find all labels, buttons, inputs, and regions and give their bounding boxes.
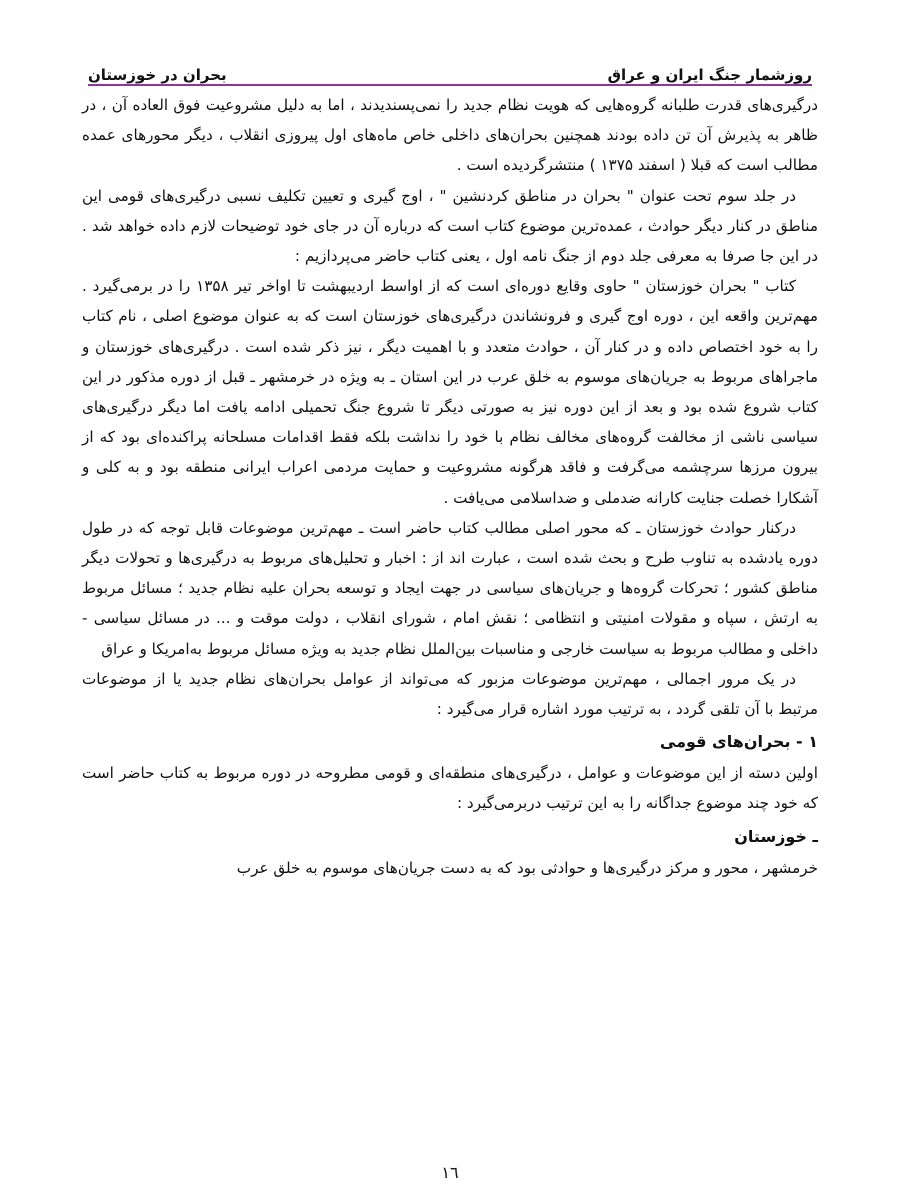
paragraph: درکنار حوادث خوزستان ـ که محور اصلی مطالب کتاب حاضر است ـ مهم‌ترین موضوعات قابل توجه که در طول دوره یادشده به تناوب طرح و بحث شده است ، عبارت اند از : اخبار و تحلیل‌های مربوط به درگیری‌ها و تحولات دیگر مناطق کشور ؛ تحرکات گروه‌ها و جریان‌های سیاسی در جهت ایجاد و توسعه بحران علیه نظام جدید ؛ مسائل مربوط به ارتش ، سپاه و مقولات امنیتی و انتظامی ؛ نقش امام ، شورای انقلاب ، دولت موقت و ... در مسائل سیاسی - داخلی و مطالب مربوط به سیاست خارجی و مناسبات بین‌الملل نظام جدید به ویژه مسائل مربوط به‌امریکا و عراق [82, 518, 818, 658]
header-volume-title: بحران در خوزستان [88, 66, 227, 84]
header-book-title: روزشمار جنگ ایران و عراق [607, 66, 812, 84]
section-heading: ۱ - بحران‌های قومی [659, 732, 818, 752]
paragraph: خرمشهر ، محور و مرکز درگیری‌ها و حوادثی بود که به دست جریان‌های موسوم به خلق عرب [236, 858, 818, 877]
running-header [88, 44, 812, 84]
page-body [82, 90, 818, 883]
page-number: ١٦ [441, 1163, 459, 1182]
paragraph: در یک مرور اجمالی ، مهم‌ترین موضوعات مزبور که می‌تواند از عوامل بحران‌های نظام جدید یا از موضوعات مرتبط با آن تلقی گردد ، به ترتیب مورد اشاره قرار می‌گیرد : [82, 669, 818, 719]
paragraph: درگیری‌های قدرت طلبانه گروه‌هایی که هویت نظام جدید را نمی‌پسندیدند ، اما به دلیل مشروعیت فوق العاده آن ، در ظاهر به پذیرش آن تن داده بودند همچنین بحران‌های داخلی خاص ماه‌های اول پیروزی انقلاب ، دیگر محورهای عمده مطالب است که قبلا ( اسفند ۱۳۷۵ ) منتشرگردیده است . [82, 96, 818, 175]
header-divider [88, 84, 812, 86]
paragraph: کتاب " بحران خوزستان " حاوی وقایع دوره‌ای است که از اواسط اردیبهشت تا اواخر تیر ۱۳۵۸ را در برمی‌گیرد . مهم‌ترین واقعه این ، دوره اوج گیری و فرونشاندن درگیری‌های خوزستان است که به عنوان موضوع اصلی ، نام کتاب را به خود اختصاص داده و در کنار آن ، حوادث متعدد و با اهمیت دیگر ، نیز ذکر شده است . درگیری‌های خوزستان و ماجراهای مربوط به جریان‌های موسوم به خلق عرب در این استان ـ به ویژه در خرمشهر ـ قبل از دوره مذکور در این کتاب شروع شده بود و بعد از این دوره نیز به صورتی دیگر تا شروع جنگ تحمیلی ادامه یافت اما دیگر درگیری‌های سیاسی ناشی از مخالفت گروه‌های مخالف نظام با خود را نداشت بلکه فقط اقدامات مسلحانه پراکنده‌ای بود که از بیرون مرزها سرچشمه می‌گرفت و فاقد هرگونه مشروعیت و حمایت مردمی اعراب ایرانی منطقه بود و به کلی و آشکارا خصلت جنایت کارانه ضدملی و ضداسلامی می‌یافت . [82, 277, 818, 507]
paragraph: اولین دسته از این موضوعات و عوامل ، درگیری‌های منطقه‌ای و قومی مطروحه در دوره مربوط به کتاب حاضر است که خود چند موضوع جداگانه را به این ترتیب دربرمی‌گیرد : [82, 764, 818, 813]
subsection-heading: ـ خوزستان [734, 826, 818, 846]
paragraph: در جلد سوم تحت عنوان " بحران در مناطق کردنشین " ، اوج گیری و تعیین تکلیف نسبی درگیری‌های قومی این مناطق در کنار دیگر حوادث ، عمده‌ترین موضوع کتاب است که درباره آن در جای خود توضیحات لازم داده خواهد شد . در این جا صرفا به معرفی جلد دوم از جنگ نامه اول ، یعنی کتاب حاضر می‌پردازیم : [82, 186, 818, 266]
